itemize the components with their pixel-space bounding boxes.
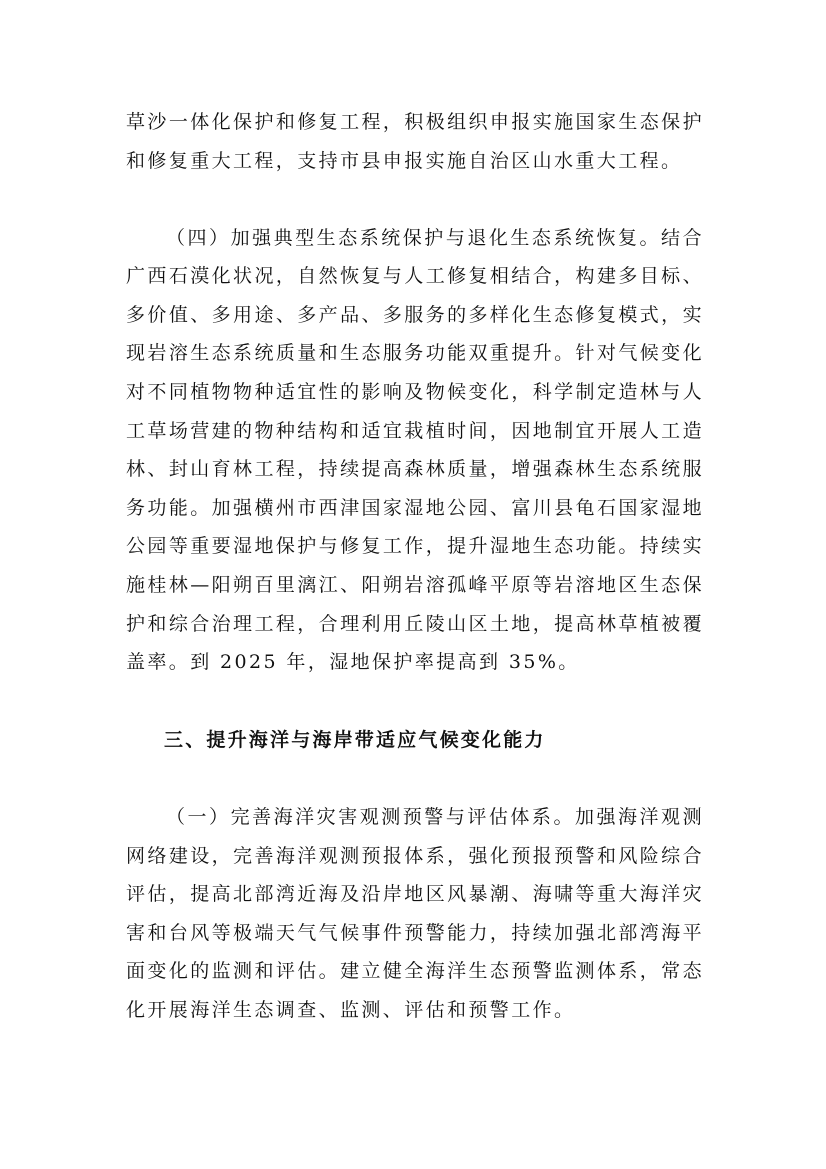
paragraph-ecosystem-restoration-continued: 草沙一体化保护和修复工程，积极组织申报实施国家生态保护和修复重大工程，支持市县申报实施自治区山水重大工程。: [126, 111, 704, 172]
document-body: [126, 103, 704, 1029]
paragraph-marine-disaster-warning: （一）完善海洋灾害观测预警与评估体系。加强海洋观测网络建设，完善海洋观测预报体系，强化预报预警和风险综合评估，提高北部湾近海及沿岸地区风暴潮、海啸等重大海洋灾害和台风等极端天气气候事件预警能力，持续加强北部湾海平面变化的监测和评估。建立健全海洋生态预警监测体系，常态化开展海洋生态调查、监测、评估和预警工作。: [126, 805, 704, 1021]
section-heading-marine-coastal-adaptation: 三、提升海洋与海岸带适应气候变化能力: [164, 728, 546, 751]
paragraph-typical-ecosystem-protection: （四）加强典型生态系统保护与退化生态系统恢复。结合广西石漠化状况，自然恢复与人工修复相结合，构建多目标、多价值、多用途、多产品、多服务的多样化生态修复模式，实现岩溶生态系统质量和生态服务功能双重提升。针对气候变化对不同植物物种适宜性的影响及物候变化，科学制定造林与人工草场营建的物种结构和适宜栽植时间，因地制宜开展人工造林、封山育林工程，持续提高森林质量，增强森林生态系统服务功能。加强横州市西津国家湿地公园、富川县龟石国家湿地公园等重要湿地保护与修复工作，提升湿地生态功能。持续实施桂林—阳朔百里漓江、阳朔岩溶孤峰平原等岩溶地区生态保护和综合治理工程，合理利用丘陵山区土地，提高林草植被覆盖率。到 2025 年，湿地保护率提高到 35%。: [126, 226, 704, 674]
